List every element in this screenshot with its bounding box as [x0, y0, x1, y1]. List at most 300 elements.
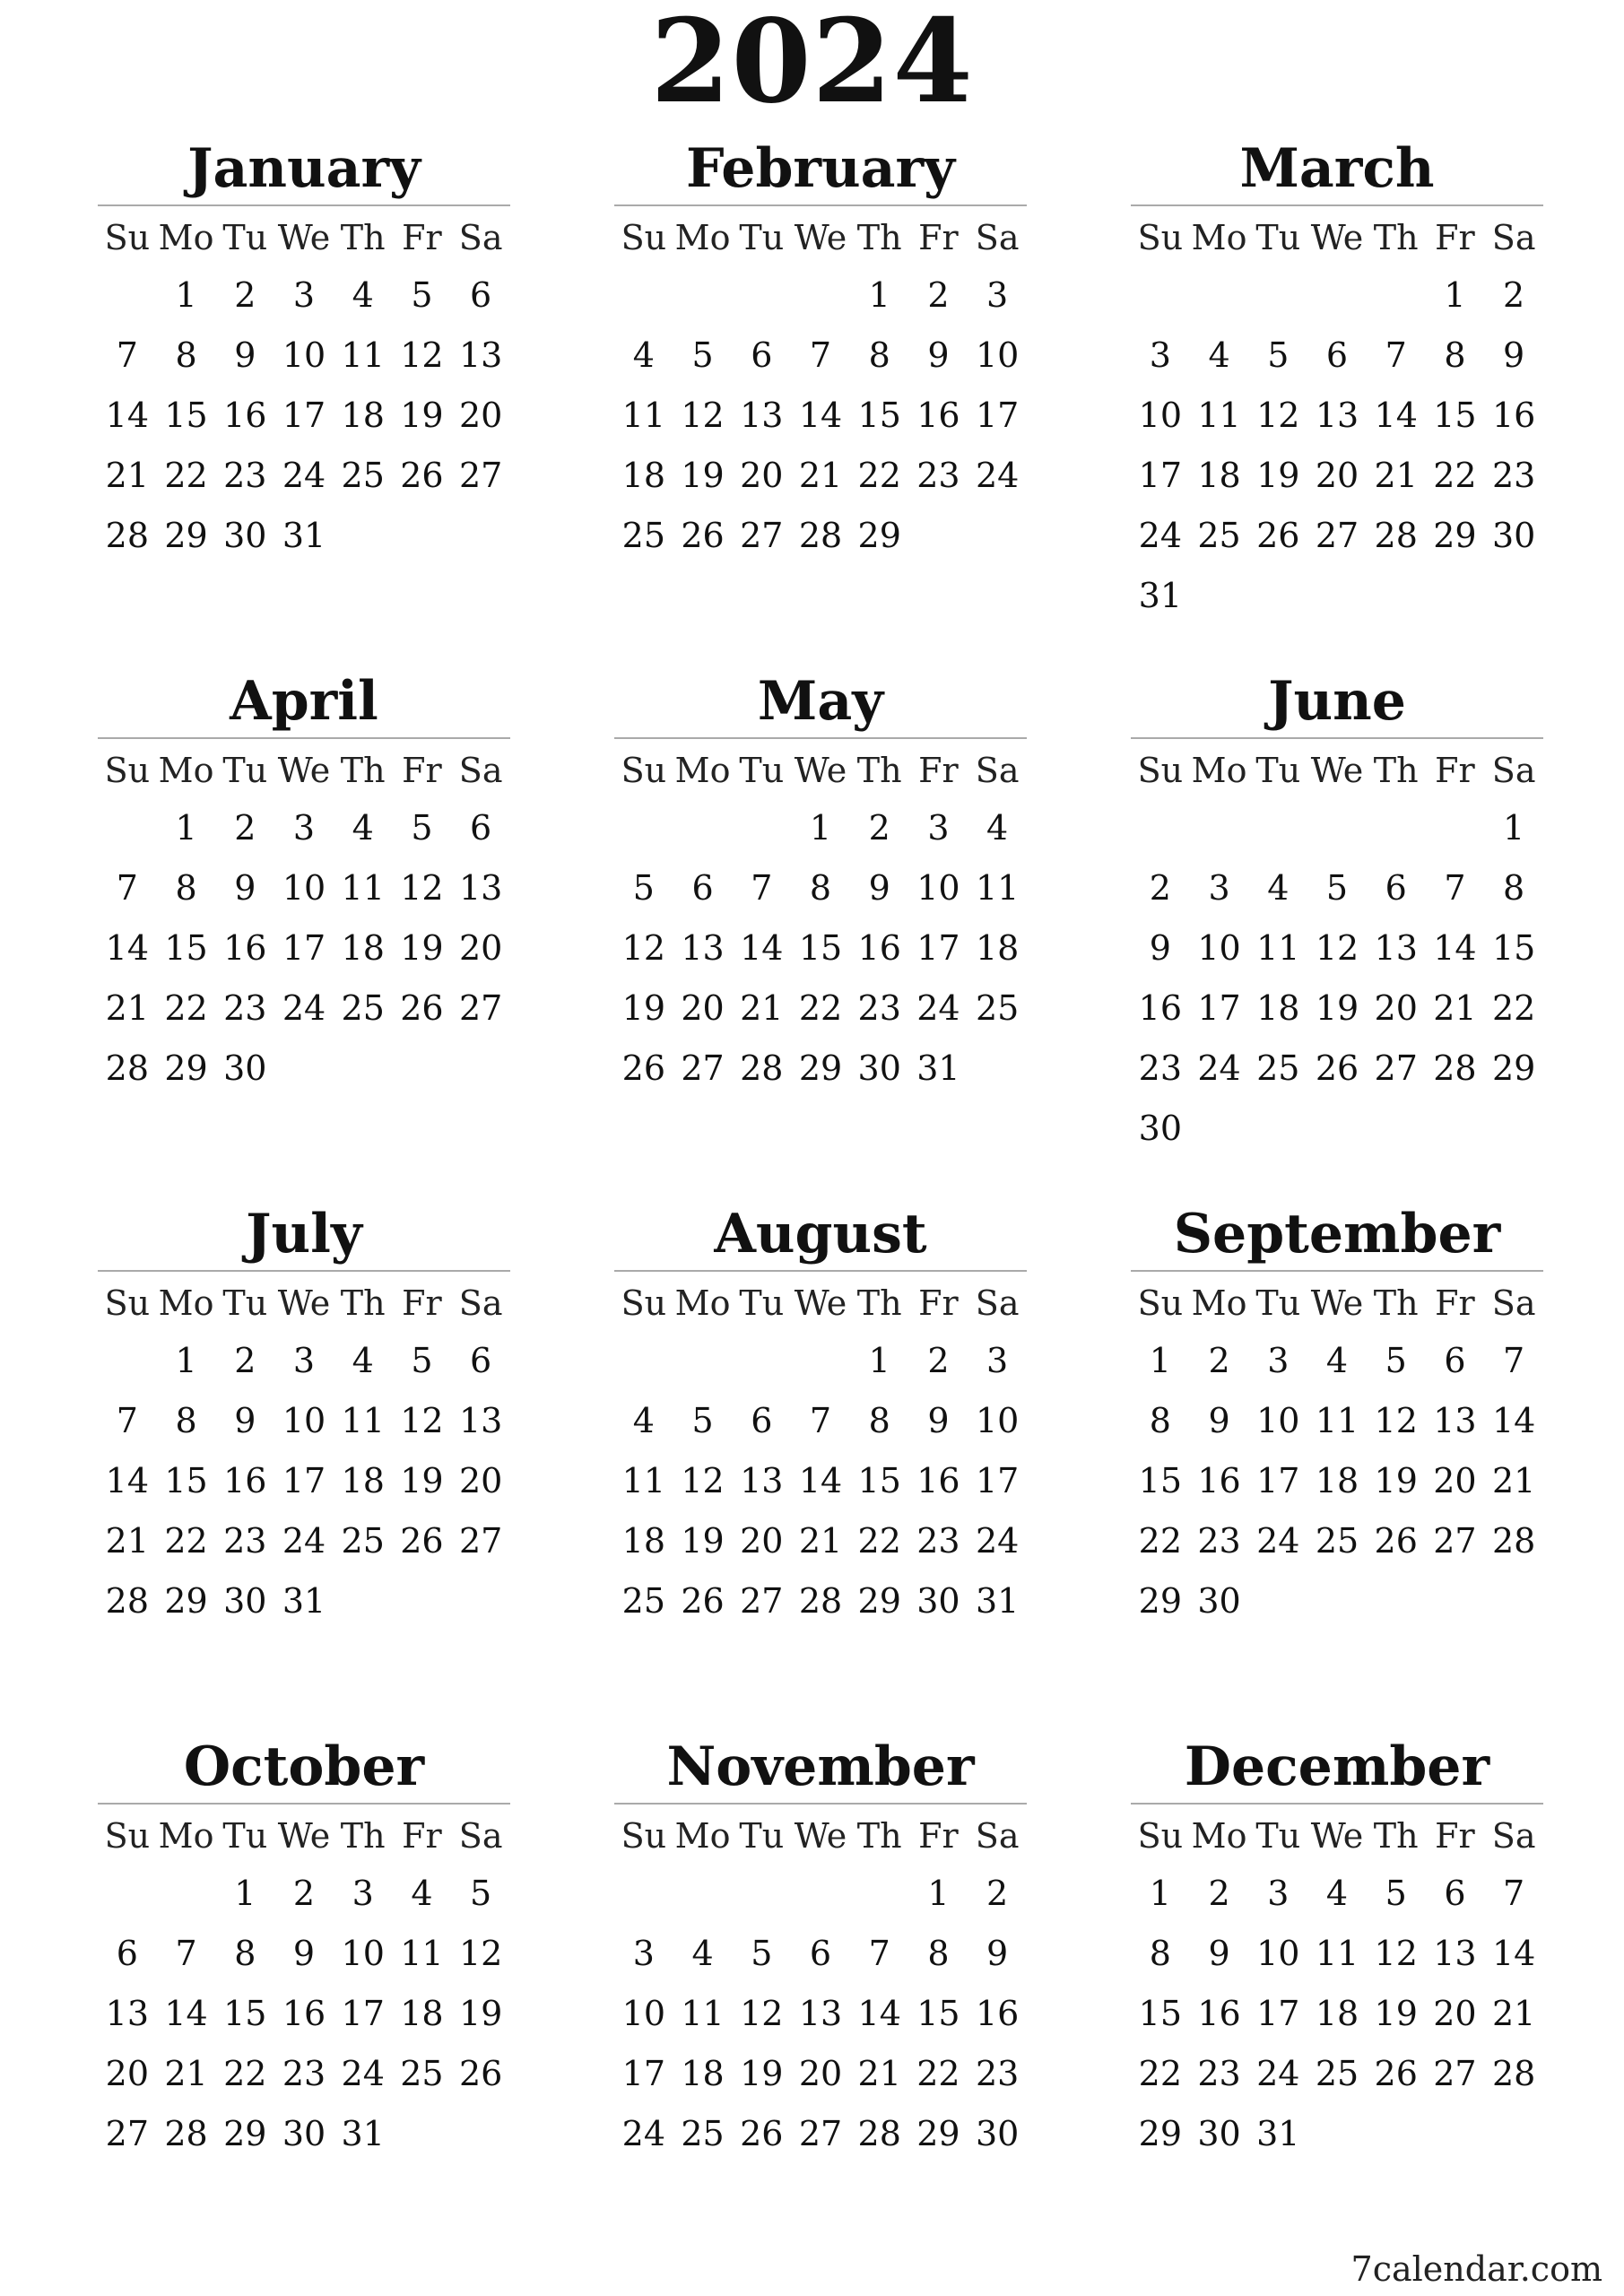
weekday-label: Tu: [222, 751, 268, 790]
day-cell: [1426, 798, 1485, 858]
day-cell: 12: [740, 1994, 784, 2033]
day-cell: [673, 1331, 733, 1391]
weekday-label: Su: [1137, 751, 1184, 790]
day-cell: 4: [352, 1341, 374, 1380]
weekday-label: Mo: [674, 1283, 731, 1323]
day-cell: [157, 1864, 216, 1924]
day-cell: 1: [868, 1341, 890, 1380]
day-cell: 11: [681, 1994, 725, 2033]
day-cell: 19: [1374, 1461, 1418, 1500]
day-cell: 22: [1138, 1521, 1183, 1561]
month-name: July: [246, 1203, 362, 1265]
weekday-header-row: [98, 1275, 510, 1331]
day-cell: 18: [1315, 1461, 1359, 1500]
day-cell: 5: [411, 1341, 433, 1380]
day-cell: 10: [1256, 1401, 1300, 1440]
day-cell: 29: [164, 1581, 208, 1621]
day-cell: [393, 1039, 452, 1099]
month-name: October: [183, 1735, 425, 1798]
weekday-label: Fr: [918, 218, 959, 257]
day-cell: 6: [809, 1934, 832, 1973]
day-cell: 5: [1385, 1341, 1407, 1380]
weekday-label: Sa: [1491, 1816, 1536, 1856]
weekday-label: Th: [1373, 218, 1419, 257]
week-row: [98, 326, 510, 386]
day-cell: 6: [116, 1934, 138, 1973]
week-row: [614, 1331, 1027, 1391]
day-cell: 9: [1208, 1401, 1230, 1440]
day-cell: 27: [458, 456, 503, 495]
day-cell: 15: [1138, 1994, 1183, 2033]
day-cell: 7: [1503, 1874, 1525, 1913]
day-cell: 23: [857, 988, 901, 1028]
day-cell: 29: [857, 516, 901, 555]
week-row: [98, 1511, 510, 1571]
day-cell: 27: [1315, 516, 1359, 555]
day-cell: 12: [1315, 928, 1359, 968]
day-cell: [1248, 798, 1307, 858]
day-cell: 20: [458, 928, 503, 968]
day-cell: 1: [1149, 1341, 1171, 1380]
week-row: [614, 978, 1027, 1039]
day-cell: 22: [164, 456, 208, 495]
day-cell: 14: [798, 396, 843, 435]
month-name: February: [685, 137, 956, 200]
day-cell: 25: [1315, 2054, 1359, 2093]
day-cell: 13: [458, 1401, 503, 1440]
day-cell: 26: [400, 1521, 444, 1561]
month-divider: [98, 1270, 510, 1272]
weekday-label: We: [277, 751, 331, 790]
day-cell: 3: [1267, 1341, 1290, 1380]
footer-site-label: 7calendar.com: [1350, 2249, 1602, 2289]
week-row: [98, 1924, 510, 1984]
day-cell: 6: [470, 1341, 492, 1380]
day-cell: 24: [916, 988, 960, 1028]
day-cell: 9: [1503, 335, 1525, 375]
day-cell: 2: [868, 808, 890, 848]
day-cell: 26: [740, 2114, 784, 2153]
week-row: [98, 978, 510, 1039]
day-cell: 23: [916, 456, 960, 495]
day-cell: 18: [621, 456, 666, 495]
day-cell: [614, 265, 673, 326]
day-cell: 21: [857, 2054, 901, 2093]
day-cell: 5: [411, 808, 433, 848]
day-cell: 12: [681, 396, 725, 435]
day-cell: 29: [857, 1581, 901, 1621]
week-row: [1131, 326, 1543, 386]
day-cell: 25: [341, 1521, 385, 1561]
day-cell: 26: [1315, 1048, 1359, 1088]
day-cell: 23: [1138, 1048, 1183, 1088]
weekday-label: Tu: [1255, 218, 1301, 257]
day-cell: 19: [1315, 988, 1359, 1028]
month-february: [614, 133, 1027, 665]
day-cell: 24: [975, 456, 1020, 495]
day-cell: 17: [975, 1461, 1020, 1500]
day-cell: 18: [1197, 456, 1241, 495]
weekday-header-row: [1131, 210, 1543, 265]
week-row: [614, 858, 1027, 918]
day-cell: 2: [1149, 868, 1171, 908]
month-divider: [614, 1270, 1027, 1272]
day-cell: 14: [164, 1994, 208, 2033]
day-cell: [850, 1864, 909, 1924]
day-cell: 31: [282, 1581, 326, 1621]
day-cell: 30: [1491, 516, 1536, 555]
day-cell: 28: [1374, 516, 1418, 555]
day-cell: 10: [282, 335, 326, 375]
day-cell: 8: [175, 868, 197, 908]
week-row: [614, 326, 1027, 386]
day-cell: 19: [400, 396, 444, 435]
day-cell: 31: [1138, 576, 1183, 615]
day-cell: 27: [1433, 1521, 1477, 1561]
day-cell: 29: [1491, 1048, 1536, 1088]
day-cell: 7: [1385, 335, 1407, 375]
weekday-label: We: [277, 1283, 331, 1323]
day-cell: 21: [798, 1521, 843, 1561]
day-cell: 22: [916, 2054, 960, 2093]
day-cell: 28: [105, 1581, 150, 1621]
day-cell: 8: [1149, 1401, 1171, 1440]
week-row: [1131, 1571, 1543, 1631]
day-cell: 24: [282, 988, 326, 1028]
weekday-label: Tu: [1255, 751, 1301, 790]
day-cell: [1484, 1099, 1543, 1159]
day-cell: [673, 265, 733, 326]
weekday-label: Tu: [739, 751, 785, 790]
day-cell: 3: [352, 1874, 374, 1913]
day-cell: 6: [751, 1401, 773, 1440]
week-row: [614, 2104, 1027, 2164]
day-cell: 15: [857, 1461, 901, 1500]
day-cell: [1426, 566, 1485, 626]
weekday-label: Fr: [918, 1816, 959, 1856]
day-cell: 22: [164, 1521, 208, 1561]
weekday-label: Tu: [222, 1283, 268, 1323]
day-cell: 22: [1138, 2054, 1183, 2093]
day-cell: 13: [458, 868, 503, 908]
day-cell: 31: [282, 516, 326, 555]
day-cell: 21: [1374, 456, 1418, 495]
day-cell: 2: [292, 1874, 316, 1913]
day-cell: 19: [681, 456, 725, 495]
day-cell: 21: [105, 1521, 150, 1561]
weekday-label: Mo: [1191, 1816, 1247, 1856]
weekday-label: Fr: [918, 751, 959, 790]
day-cell: 18: [341, 928, 385, 968]
day-cell: 30: [223, 1048, 267, 1088]
day-cell: [98, 1864, 157, 1924]
day-cell: [1248, 1571, 1307, 1631]
weekday-label: We: [1310, 1283, 1364, 1323]
weekday-header-row: [1131, 743, 1543, 798]
week-row: [98, 918, 510, 978]
weekday-label: Th: [856, 751, 902, 790]
day-cell: 11: [1315, 1934, 1359, 1973]
month-divider: [614, 204, 1027, 206]
day-cell: 11: [975, 868, 1020, 908]
day-cell: 17: [282, 928, 326, 968]
week-row: [98, 265, 510, 326]
month-july: [98, 1198, 510, 1731]
day-cell: 8: [868, 1401, 890, 1440]
day-cell: 19: [400, 928, 444, 968]
day-cell: 7: [809, 335, 832, 375]
week-row: [614, 506, 1027, 566]
day-cell: [1484, 1571, 1543, 1631]
weekday-label: Fr: [1435, 751, 1475, 790]
day-cell: [1367, 798, 1426, 858]
day-cell: 18: [621, 1521, 666, 1561]
day-cell: 10: [1138, 396, 1183, 435]
day-cell: 9: [234, 335, 256, 375]
day-cell: 21: [105, 456, 150, 495]
week-row: [98, 446, 510, 506]
week-row: [614, 265, 1027, 326]
week-row: [614, 1391, 1027, 1451]
day-cell: 17: [1138, 456, 1183, 495]
day-cell: 28: [740, 1048, 784, 1088]
day-cell: 27: [740, 1581, 784, 1621]
day-cell: 27: [1374, 1048, 1418, 1088]
weekday-header-row: [1131, 1275, 1543, 1331]
day-cell: 21: [798, 456, 843, 495]
month-name: March: [1239, 137, 1435, 200]
day-cell: 16: [223, 928, 267, 968]
week-row: [1131, 798, 1543, 858]
day-cell: [732, 1331, 791, 1391]
day-cell: 15: [164, 1461, 208, 1500]
week-row: [1131, 446, 1543, 506]
day-cell: 10: [916, 868, 960, 908]
day-cell: 11: [1256, 928, 1300, 968]
weekday-label: Th: [1373, 1816, 1419, 1856]
day-cell: 15: [164, 396, 208, 435]
day-cell: 16: [223, 1461, 267, 1500]
day-cell: 27: [458, 988, 503, 1028]
weekday-label: Su: [104, 751, 151, 790]
day-cell: 10: [282, 868, 326, 908]
day-cell: 6: [691, 868, 714, 908]
day-cell: 26: [458, 2054, 503, 2093]
day-cell: [1190, 798, 1249, 858]
weekday-label: We: [277, 1816, 331, 1856]
day-cell: 20: [798, 2054, 843, 2093]
month-september: [1131, 1198, 1543, 1731]
day-cell: 3: [292, 275, 316, 315]
weekday-label: Th: [1373, 1283, 1419, 1323]
day-cell: 5: [691, 335, 714, 375]
day-cell: [1426, 1571, 1485, 1631]
weekday-label: Th: [340, 1283, 386, 1323]
day-cell: 26: [400, 988, 444, 1028]
day-cell: 4: [352, 275, 374, 315]
day-cell: 24: [1256, 1521, 1300, 1561]
day-cell: 23: [282, 2054, 326, 2093]
day-cell: 5: [1385, 1874, 1407, 1913]
day-cell: 15: [1433, 396, 1477, 435]
day-cell: [274, 1039, 334, 1099]
day-cell: 3: [292, 808, 316, 848]
day-cell: 28: [857, 2114, 901, 2153]
day-cell: 28: [798, 1581, 843, 1621]
day-cell: 13: [1315, 396, 1359, 435]
day-cell: [1248, 566, 1307, 626]
day-cell: 1: [809, 808, 832, 848]
day-cell: 12: [1374, 1401, 1418, 1440]
week-row: [1131, 386, 1543, 446]
day-cell: 15: [223, 1994, 267, 2033]
day-cell: 27: [1433, 2054, 1477, 2093]
day-cell: 4: [1208, 335, 1230, 375]
weekday-header-row: [98, 743, 510, 798]
week-row: [614, 1451, 1027, 1511]
day-cell: 24: [621, 2114, 666, 2153]
month-name: November: [666, 1735, 975, 1798]
day-cell: [1248, 265, 1307, 326]
day-cell: 1: [1503, 808, 1525, 848]
day-cell: 11: [1315, 1401, 1359, 1440]
day-cell: 13: [1433, 1401, 1477, 1440]
day-cell: 24: [282, 1521, 326, 1561]
day-cell: 25: [1315, 1521, 1359, 1561]
day-cell: 15: [916, 1994, 960, 2033]
month-name: January: [187, 137, 421, 200]
day-cell: 22: [223, 2054, 267, 2093]
day-cell: 9: [927, 1401, 950, 1440]
month-december: [1131, 1731, 1543, 2264]
day-cell: 2: [986, 1874, 1009, 1913]
month-may: [614, 665, 1027, 1198]
day-cell: 18: [400, 1994, 444, 2033]
day-cell: 23: [223, 1521, 267, 1561]
day-cell: 12: [400, 868, 444, 908]
day-cell: 6: [470, 275, 492, 315]
day-cell: 20: [458, 1461, 503, 1500]
weekday-label: Su: [621, 1816, 667, 1856]
day-cell: [791, 1864, 850, 1924]
day-cell: [909, 506, 968, 566]
weekday-label: Su: [1137, 1283, 1184, 1323]
day-cell: 5: [411, 275, 433, 315]
day-cell: 20: [740, 1521, 784, 1561]
day-cell: [451, 1571, 510, 1631]
month-name: April: [230, 670, 378, 733]
day-cell: 21: [1491, 1994, 1536, 2033]
day-cell: 25: [681, 2114, 725, 2153]
day-cell: 25: [400, 2054, 444, 2093]
weekday-label: Su: [104, 218, 151, 257]
week-row: [98, 2044, 510, 2104]
day-cell: 29: [164, 1048, 208, 1088]
day-cell: 7: [175, 1934, 197, 1973]
day-cell: 5: [691, 1401, 714, 1440]
day-cell: 22: [798, 988, 843, 1028]
weekday-label: We: [794, 751, 847, 790]
day-cell: 4: [691, 1934, 714, 1973]
day-cell: 27: [458, 1521, 503, 1561]
weekday-label: Mo: [674, 218, 731, 257]
day-cell: [614, 1864, 673, 1924]
day-cell: [1307, 2104, 1367, 2164]
day-cell: 1: [175, 1341, 197, 1380]
day-cell: 11: [1197, 396, 1241, 435]
weekday-label: Su: [104, 1816, 151, 1856]
day-cell: 5: [1267, 335, 1290, 375]
day-cell: [1131, 265, 1190, 326]
weekday-header-row: [614, 1275, 1027, 1331]
day-cell: 3: [927, 808, 950, 848]
day-cell: 6: [470, 808, 492, 848]
day-cell: 12: [400, 335, 444, 375]
day-cell: 4: [632, 335, 655, 375]
day-cell: 4: [632, 1401, 655, 1440]
weekday-label: Mo: [1191, 1283, 1247, 1323]
day-cell: 25: [1197, 516, 1241, 555]
week-row: [1131, 978, 1543, 1039]
weekday-label: Mo: [1191, 751, 1247, 790]
day-cell: [334, 1039, 393, 1099]
day-cell: 12: [458, 1934, 503, 1973]
week-row: [614, 1984, 1027, 2044]
weekday-label: Sa: [458, 1283, 503, 1323]
day-cell: 23: [916, 1521, 960, 1561]
day-cell: 1: [868, 275, 890, 315]
day-cell: 29: [164, 516, 208, 555]
week-row: [98, 1984, 510, 2044]
day-cell: 28: [1433, 1048, 1477, 1088]
day-cell: 23: [975, 2054, 1020, 2093]
weekday-header-row: [614, 210, 1027, 265]
day-cell: [968, 1039, 1027, 1099]
day-cell: 4: [411, 1874, 433, 1913]
day-cell: 27: [681, 1048, 725, 1088]
week-row: [1131, 1451, 1543, 1511]
day-cell: 19: [681, 1521, 725, 1561]
months-grid: [98, 133, 1543, 2264]
week-row: [98, 506, 510, 566]
month-divider: [614, 1803, 1027, 1805]
day-cell: [1248, 1099, 1307, 1159]
day-cell: [98, 798, 157, 858]
day-cell: [1131, 798, 1190, 858]
day-cell: [98, 265, 157, 326]
day-cell: 29: [1138, 2114, 1183, 2153]
day-cell: [1484, 2104, 1543, 2164]
day-cell: 20: [1315, 456, 1359, 495]
week-row: [1131, 1391, 1543, 1451]
day-cell: [393, 2104, 452, 2164]
day-cell: [673, 798, 733, 858]
weekday-label: Mo: [158, 1816, 214, 1856]
day-cell: 23: [1491, 456, 1536, 495]
day-cell: 20: [681, 988, 725, 1028]
day-cell: 30: [223, 1581, 267, 1621]
weekday-label: Th: [856, 218, 902, 257]
day-cell: [451, 2104, 510, 2164]
weekday-label: Mo: [674, 751, 731, 790]
day-cell: [614, 1331, 673, 1391]
week-row: [1131, 265, 1543, 326]
day-cell: 25: [341, 988, 385, 1028]
day-cell: [791, 1331, 850, 1391]
day-cell: 10: [1197, 928, 1241, 968]
day-cell: 29: [798, 1048, 843, 1088]
day-cell: 5: [470, 1874, 492, 1913]
